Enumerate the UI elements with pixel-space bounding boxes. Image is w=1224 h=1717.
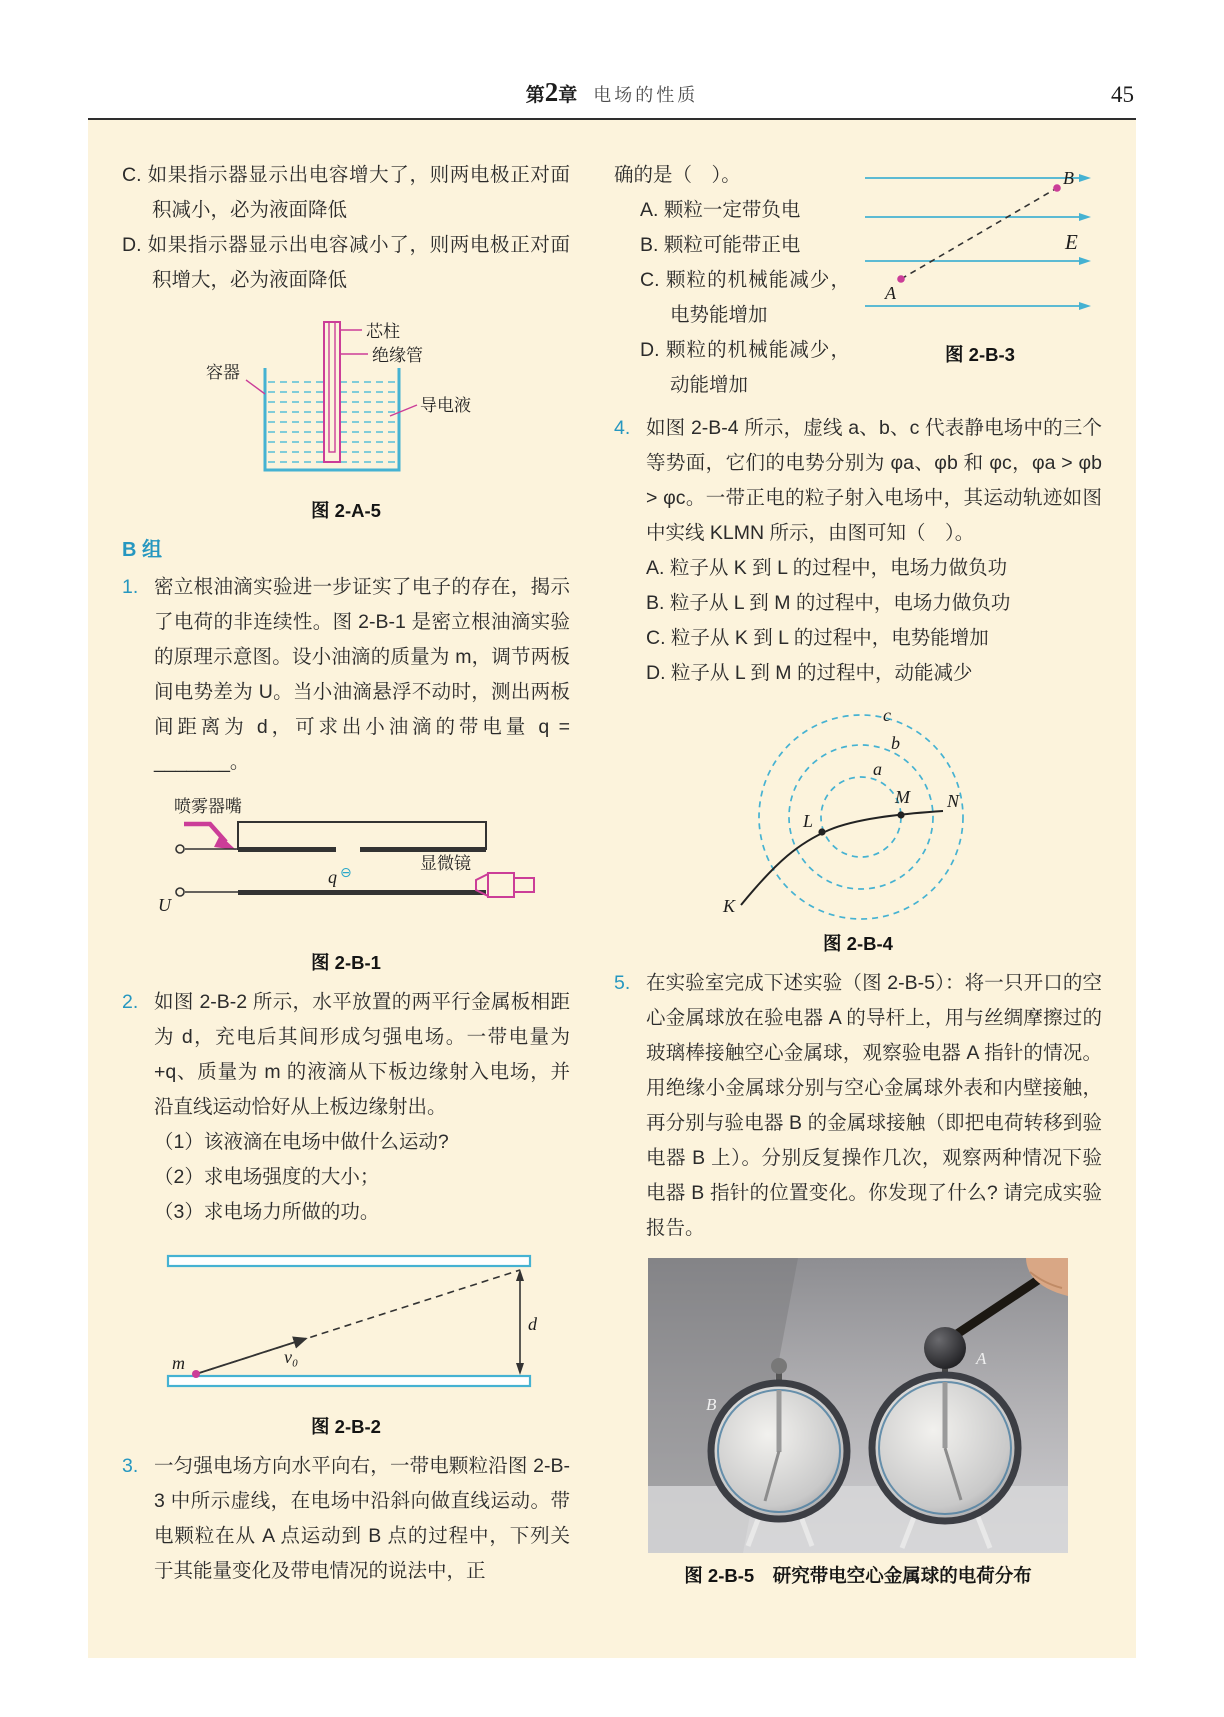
figure-2-b-1 (122, 792, 570, 975)
label-sprayer-nozzle: 喷雾器嘴 (174, 797, 242, 816)
problem-1-text: 密立根油滴实验进一步证实了电子的存在，揭示了电荷的非连续性。图 2-B-1 是密立根油滴实验的原理示意图。设小油滴的质量为 m，调节两板间电势差为 U。当小油滴悬浮不动时，测出两板间距离为 d，可求出小油滴的带电量 q = _______。 (154, 576, 570, 773)
label-core-column: 芯柱 (366, 322, 400, 341)
label-voltage-u: U (158, 895, 171, 915)
capacitor-level-sensor-diagram (186, 310, 506, 488)
label-distance-d: d (528, 1314, 537, 1334)
problem-3-continuation (614, 158, 1102, 403)
figure-2-b-3-caption: 图 2-B-3 (945, 344, 1015, 365)
right-column (614, 158, 1102, 1628)
problem-2-number: 2. (122, 991, 139, 1013)
chapter-number: 2 (544, 77, 559, 107)
label-electroscope-b: B (706, 1395, 717, 1414)
problem-4-number: 4. (614, 417, 631, 439)
figure-2-a-5-caption: 图 2-A-5 (311, 500, 381, 521)
label-insulating-tube: 绝缘管 (372, 346, 423, 365)
problem-4 (614, 411, 1102, 691)
problem-3-option-c: C. 颗粒的机械能减少，电势能增加 (640, 269, 850, 326)
label-field-e: E (1065, 230, 1078, 254)
problem-1 (122, 570, 570, 780)
problem-3-options (614, 158, 858, 403)
problem-1-number: 1. (122, 576, 139, 598)
figure-2-b-3 (858, 158, 1102, 403)
label-point-a: A (885, 283, 896, 303)
problem-2-sub1: （1）该液滴在电场中做什么运动? (154, 1131, 449, 1153)
problem-2-sub2: （2）求电场强度的大小； (154, 1166, 380, 1188)
label-point-k: K (723, 896, 736, 916)
figure-2-a-5 (122, 310, 570, 523)
label-conductive-liquid: 导电液 (420, 396, 471, 415)
label-microscope: 显微镜 (420, 854, 471, 873)
option-d: D. 如果指示器显示出电容减小了，则两电极正对面积增大，必为液面降低 (122, 234, 570, 291)
problem-4-option-d: D. 粒子从 L 到 M 的过程中，动能减少 (646, 662, 973, 684)
problem-2-body (154, 985, 570, 1230)
millikan-apparatus-diagram (150, 792, 542, 940)
problem-3-option-a: A. 颗粒一定带负电 (640, 199, 801, 221)
problem-3-number: 3. (122, 1455, 139, 1477)
figure-2-b-2-caption: 图 2-B-2 (311, 1416, 381, 1437)
figure-2-b-5-caption: 图 2-B-5 研究带电空心金属球的电荷分布 (684, 1565, 1032, 1586)
problem-2-text: 如图 2-B-2 所示，水平放置的两平行金属板相距为 d，充电后其间形成匀强电场。一带电量为 +q、质量为 m 的液滴从下板边缘射入电场，并沿直线运动恰好从上板边缘射出。 (154, 991, 570, 1118)
chapter-suffix: 章 (558, 85, 578, 106)
label-velocity-v0: v₀ (284, 1347, 299, 1367)
problem-5-text: 在实验室完成下述实验（图 2-B-5）：将一只开口的空心金属球放在验电器 A 的导杆上，用与丝绸摩擦过的玻璃棒接触空心金属球，观察验电器 A 指针的情况。用绝缘小金属球分别与空心金属球外表和内壁接触，再分别与验电器 B 的金属球接触（即把电荷转移到验电器 B 上）。分别反复操作几次，观察两种情况下验电器 B 指针的位置变化。你发现了什么? 请完成实验报告。 (646, 972, 1102, 1239)
problem-2 (122, 985, 570, 1230)
problem-5-number: 5. (614, 972, 631, 994)
label-surface-b: b (891, 733, 900, 753)
label-electroscope-a: A (976, 1349, 987, 1368)
chapter-title: 电场的性质 (593, 85, 699, 105)
problem-2-sub3: （3）求电场力所做的功。 (154, 1201, 380, 1223)
equipotential-surfaces-diagram (693, 703, 1023, 921)
problem-3-option-b: B. 颗粒可能带正电 (640, 234, 801, 256)
problem-3 (122, 1449, 570, 1589)
page-content (88, 120, 1136, 1658)
label-charge-q: q (328, 867, 337, 887)
left-column (122, 158, 570, 1628)
problem-3-cont-text: 确的是（ ）。 (614, 164, 741, 186)
group-b-heading: B 组 (122, 539, 162, 561)
figure-2-b-1-caption: 图 2-B-1 (311, 952, 381, 973)
problem-3-text: 一匀强电场方向水平向右，一带电颗粒沿图 2-B-3 中所示虚线，在电场中沿斜向做直线运动。带电颗粒在从 A 点运动到 B 点的过程中，下列关于其能量变化及带电情况的说法中，正 (154, 1455, 570, 1582)
label-point-m: M (895, 787, 910, 807)
problem-4-text: 如图 2-B-4 所示，虚线 a、b、c 代表静电场中的三个等势面，它们的电势分别为 φa、φb 和 φc，φa > φb > φc。一带正电的粒子射入电场中，其运动轨迹如图中实线 KLMN 所示，由图可知（ ）。 (646, 417, 1102, 544)
page-header (88, 0, 1136, 120)
parallel-plates-diagram (146, 1242, 546, 1404)
figure-2-b-2 (122, 1242, 570, 1439)
problem-5 (614, 966, 1102, 1246)
problem-3-option-d: D. 颗粒的机械能减少，动能增加 (640, 339, 850, 396)
label-point-l: L (803, 811, 814, 831)
label-surface-a: a (873, 759, 882, 779)
problem-4-option-b: B. 粒子从 L 到 M 的过程中，电场力做负功 (646, 592, 1011, 614)
figure-2-b-5 (614, 1258, 1102, 1588)
label-container: 容器 (206, 363, 240, 382)
chapter-label (526, 77, 578, 108)
problem-4-option-c: C. 粒子从 K 到 L 的过程中，电势能增加 (646, 627, 989, 649)
chapter-heading (526, 77, 699, 108)
label-mass-m: m (172, 1353, 185, 1373)
figure-2-b-4-caption: 图 2-B-4 (823, 933, 893, 954)
problem-4-body (646, 411, 1102, 691)
problem-4-option-a: A. 粒子从 K 到 L 的过程中，电场力做负功 (646, 557, 1008, 579)
uniform-field-diagram (861, 158, 1099, 326)
electroscope-experiment-photo (648, 1258, 1068, 1553)
chapter-prefix: 第 (525, 85, 545, 106)
label-point-n: N (947, 791, 960, 811)
charge-minus-icon: ⊖ (340, 865, 352, 881)
figure-2-b-4 (614, 703, 1102, 956)
label-surface-c: c (883, 705, 891, 725)
label-point-b: B (1063, 168, 1074, 188)
page-number: 45 (1111, 82, 1134, 107)
option-c: C. 如果指示器显示出电容增大了，则两电极正对面积减小，必为液面降低 (122, 164, 570, 221)
